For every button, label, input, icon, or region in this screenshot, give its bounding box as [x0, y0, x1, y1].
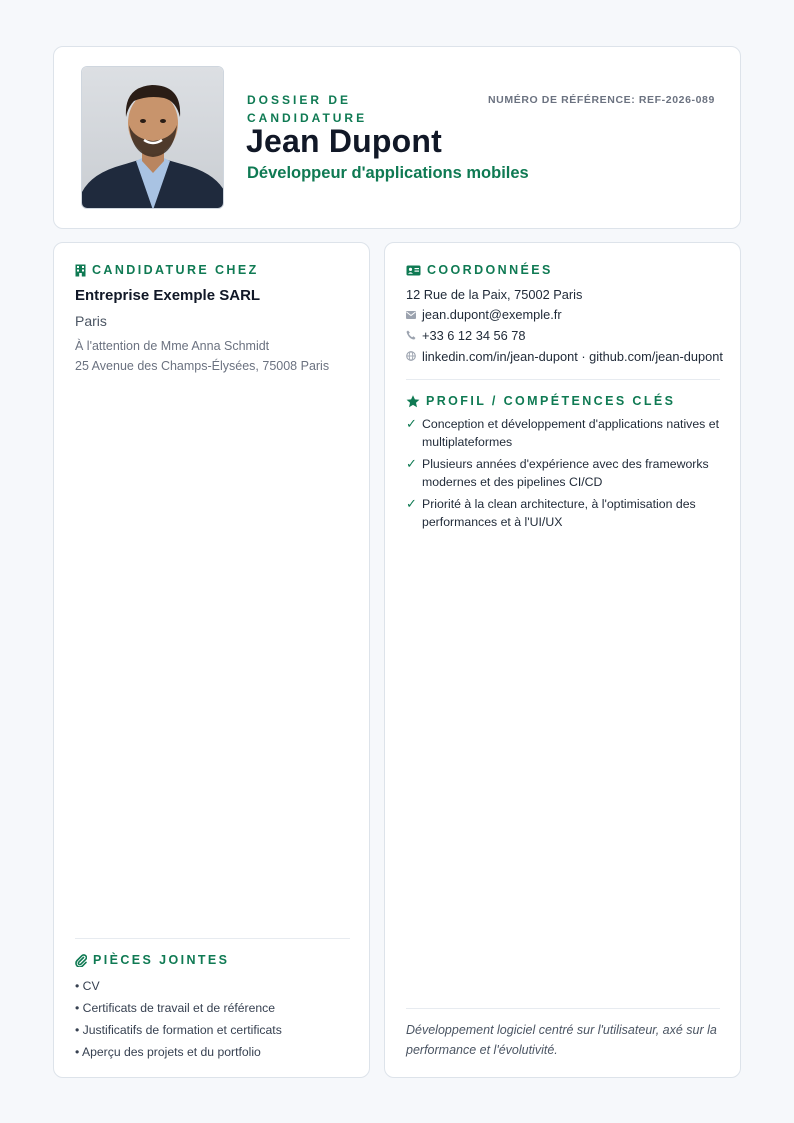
- footer-note: Développement logiciel centré sur l'utilisateur, axé sur la performance et l'évolutivité.: [406, 1023, 717, 1057]
- attachment-item: • Aperçu des projets et du portfolio: [75, 1045, 261, 1059]
- candidate-name: Jean Dupont: [246, 123, 442, 159]
- attachments-heading: [75, 953, 229, 967]
- skill-text: Plusieurs années d'expérience avec des frameworks modernes et des pipelines CI/CD: [422, 457, 709, 489]
- profile-heading: [406, 394, 675, 408]
- dossier-kicker: DOSSIER DE CANDIDATURE: [247, 93, 368, 125]
- attachment-item: • Certificats de travail et de référence: [75, 1001, 276, 1015]
- company-city: Paris: [75, 313, 107, 329]
- contact-phone-row: [406, 328, 526, 343]
- application-heading-text: CANDIDATURE CHEZ: [92, 263, 259, 277]
- application-heading: [75, 263, 259, 277]
- envelope-icon: [406, 307, 416, 322]
- attachments-heading-text: PIÈCES JOINTES: [93, 953, 230, 967]
- contact-profile-card: [384, 242, 741, 1078]
- contact-heading: [406, 263, 553, 277]
- attachment-item: • CV: [75, 979, 100, 993]
- candidate-role: Développeur d'applications mobiles: [247, 164, 529, 182]
- recipient-address: 25 Avenue des Champs-Élysées, 75008 Paris: [75, 359, 330, 373]
- contact-web-links[interactable]: linkedin.com/in/jean-dupont · github.com/jean-dupont: [422, 349, 723, 364]
- skill-item: [406, 455, 724, 491]
- header-card: [53, 46, 741, 229]
- application-card: [53, 242, 370, 1078]
- attachments-list: [75, 975, 282, 1063]
- contact-web-row: [406, 349, 723, 364]
- star-icon: [406, 395, 420, 408]
- footer-divider: [406, 1008, 720, 1009]
- skill-item: [406, 495, 724, 531]
- contact-phone[interactable]: +33 6 12 34 56 78: [422, 328, 526, 343]
- paperclip-icon: [75, 954, 87, 967]
- skill-text: Conception et développement d'applications natives et multiplateformes: [422, 417, 719, 449]
- contact-email[interactable]: jean.dupont@exemple.fr: [422, 307, 562, 322]
- recipient-name: À l'attention de Mme Anna Schmidt: [75, 339, 270, 353]
- reference-number: NUMÉRO DE RÉFÉRENCE: REF-2026-089: [488, 94, 715, 106]
- profile-photo: [81, 66, 224, 209]
- check-icon: ✓: [406, 496, 417, 511]
- company-name: Entreprise Exemple SARL: [75, 287, 261, 304]
- phone-icon: [406, 328, 416, 343]
- id-card-icon: [406, 265, 421, 276]
- attachment-item: • Justificatifs de formation et certificats: [75, 1023, 282, 1037]
- attachments-divider: [75, 938, 350, 939]
- profile-photo-illustration: [82, 67, 224, 209]
- contact-heading-text: COORDONNÉES: [427, 263, 553, 277]
- skills-list: [406, 415, 724, 535]
- skill-item: [406, 415, 724, 451]
- contact-address: 12 Rue de la Paix, 75002 Paris: [406, 287, 583, 302]
- check-icon: ✓: [406, 456, 417, 471]
- globe-icon: [406, 349, 416, 364]
- check-icon: ✓: [406, 416, 417, 431]
- skill-text: Priorité à la clean architecture, à l'optimisation des performances et à l'UI/UX: [422, 497, 696, 529]
- profile-heading-text: PROFIL / COMPÉTENCES CLÉS: [426, 394, 676, 408]
- building-icon: [75, 264, 86, 277]
- contact-email-row: [406, 307, 562, 322]
- recipient-block: [75, 336, 329, 376]
- profile-divider: [406, 379, 720, 380]
